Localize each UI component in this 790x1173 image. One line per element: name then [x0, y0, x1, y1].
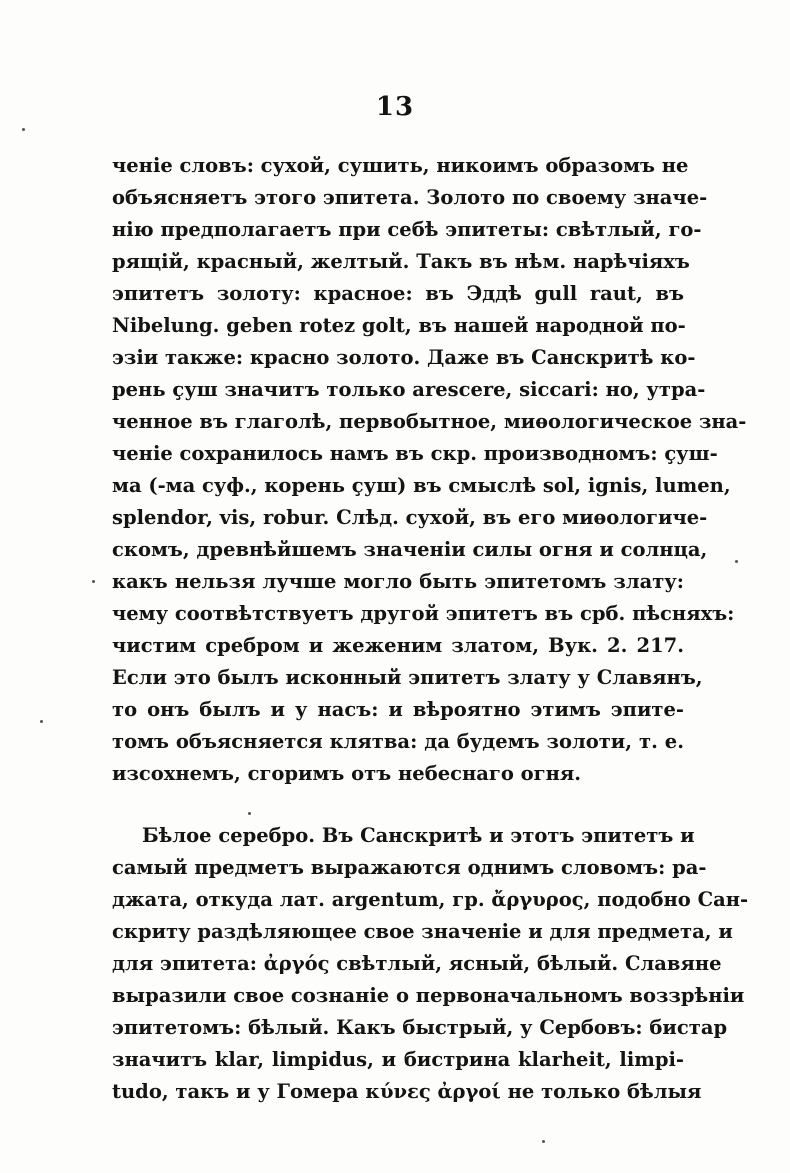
text-line: скомъ, древнѣйшемъ значеніи силы огня и солнца,	[112, 538, 708, 561]
text-line: Nibelung. geben rotez golt, въ нашей народной по-	[112, 314, 686, 337]
scan-speck	[92, 580, 95, 583]
text-line: джата, откуда лат. argentum, гр. ἄργυρος, подобно Сан-	[112, 888, 749, 911]
text-line: какъ нельзя лучше могло быть эпитетомъ злату:	[112, 570, 684, 593]
paragraph-1	[112, 150, 747, 790]
scan-speck	[22, 128, 25, 131]
text-line: ченное въ глаголѣ, первобытное, миѳологическое зна-	[112, 410, 747, 433]
text-line: эзіи также: красно золото. Даже въ Санскритѣ ко-	[112, 346, 696, 369]
text-line: выразили свое сознаніе о первоначальномъ воззрѣніи	[112, 984, 745, 1007]
scan-speck	[40, 720, 43, 723]
scan-speck	[735, 560, 738, 563]
text-line: Бѣлое серебро. Въ Санскритѣ и этотъ эпитетъ и	[142, 824, 695, 847]
text-line: tudo, такъ и у Гомера κύνες ἀργοί не только бѣлыя	[112, 1080, 702, 1103]
text-line: самый предметъ выражаются однимъ словомъ: ра-	[112, 856, 707, 879]
text-line: томъ объясняется клятва: да будемъ золоти, т. е.	[112, 730, 684, 753]
page-number: 13	[375, 92, 415, 122]
scan-speck	[542, 1140, 545, 1143]
text-line: Если это былъ исконный эпитетъ злату у Славянъ,	[112, 666, 703, 689]
text-line: для эпитета: ἀργός свѣтлый, ясный, бѣлый. Славяне	[112, 952, 722, 975]
text-line: значитъ klar, limpidus, и бистрина klarheit, limpi-	[112, 1048, 684, 1071]
paragraph-2	[112, 820, 749, 1108]
text-line: splendor, vis, robur. Слѣд. сухой, въ его миѳологиче-	[112, 506, 708, 529]
text-line: изсохнемъ, сгоримъ отъ небеснаго огня.	[112, 762, 582, 785]
scan-speck	[248, 812, 251, 815]
text-line: чему соотвѣтствуетъ другой эпитетъ въ срб. пѣсняхъ:	[112, 602, 735, 625]
text-line: ченіе словъ: сухой, сушить, никоимъ образомъ не	[112, 154, 689, 177]
text-line: эпитетомъ: бѣлый. Какъ быстрый, у Сербовъ: бистар	[112, 1016, 728, 1039]
text-line: чистим сребром и жеженим златом, Вук. 2. 217.	[112, 634, 684, 657]
text-line: то онъ былъ и у насъ: и вѣроятно этимъ эпите-	[112, 698, 684, 721]
text-line: скриту раздѣляющее свое значеніе и для предмета, и	[112, 920, 733, 943]
text-line: рящій, красный, желтый. Такъ въ нѣм. нарѣчіяхъ	[112, 250, 690, 273]
text-line: объясняетъ этого эпитета. Золото по своему значе-	[112, 186, 708, 209]
text-line: ма (-ма суф., корень çуш) въ смыслѣ sol, ignis, lumen,	[112, 474, 731, 497]
text-line: ченіе сохранилось намъ въ скр. производномъ: çуш-	[112, 442, 718, 465]
text-line: нію предполагаетъ при себѣ эпитеты: свѣтлый, го-	[112, 218, 702, 241]
text-line: эпитетъ золоту: красное: въ Эддѣ gull raut, въ	[112, 282, 684, 305]
text-line: рень çуш значитъ только arescere, siccari: но, утра-	[112, 378, 706, 401]
